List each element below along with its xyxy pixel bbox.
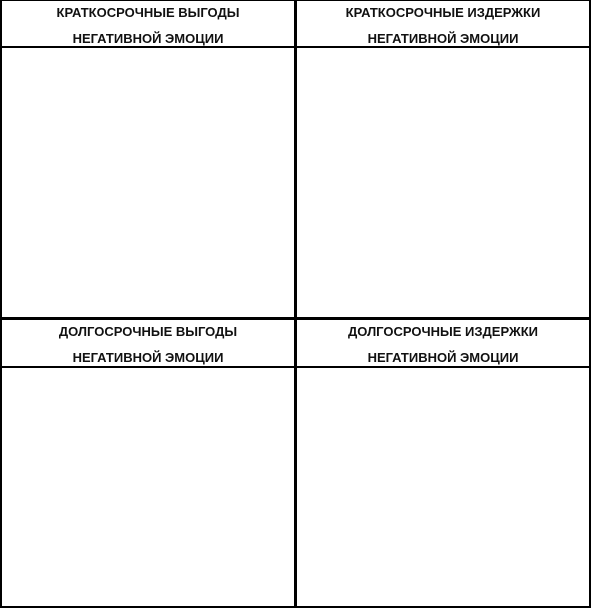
header-line-2: НЕГАТИВНОЙ ЭМОЦИИ	[367, 350, 519, 365]
header-short-term-benefits	[2, 1, 294, 46]
header-line-1: ДОЛГОСРОЧНЫЕ ИЗДЕРЖКИ	[348, 324, 538, 339]
header-long-term-benefits	[2, 320, 294, 366]
header-line-2: НЕГАТИВНОЙ ЭМОЦИИ	[72, 31, 224, 46]
header-line-1: КРАТКОСРОЧНЫЕ ВЫГОДЫ	[56, 5, 240, 20]
cell-short-term-benefits[interactable]	[2, 48, 294, 317]
header-line-1: ДОЛГОСРОЧНЫЕ ВЫГОДЫ	[58, 324, 238, 339]
header-line-2: НЕГАТИВНОЙ ЭМОЦИИ	[72, 350, 224, 365]
grid-line-center	[294, 0, 297, 608]
header-line-1: КРАТКОСРОЧНЫЕ ИЗДЕРЖКИ	[345, 5, 541, 20]
header-line-2: НЕГАТИВНОЙ ЭМОЦИИ	[367, 31, 519, 46]
cell-long-term-benefits[interactable]	[2, 368, 294, 606]
header-long-term-costs	[297, 320, 589, 366]
cell-short-term-costs[interactable]	[297, 48, 589, 317]
header-short-term-costs	[297, 1, 589, 46]
grid-line-left	[0, 0, 2, 608]
cell-long-term-costs[interactable]	[297, 368, 589, 606]
